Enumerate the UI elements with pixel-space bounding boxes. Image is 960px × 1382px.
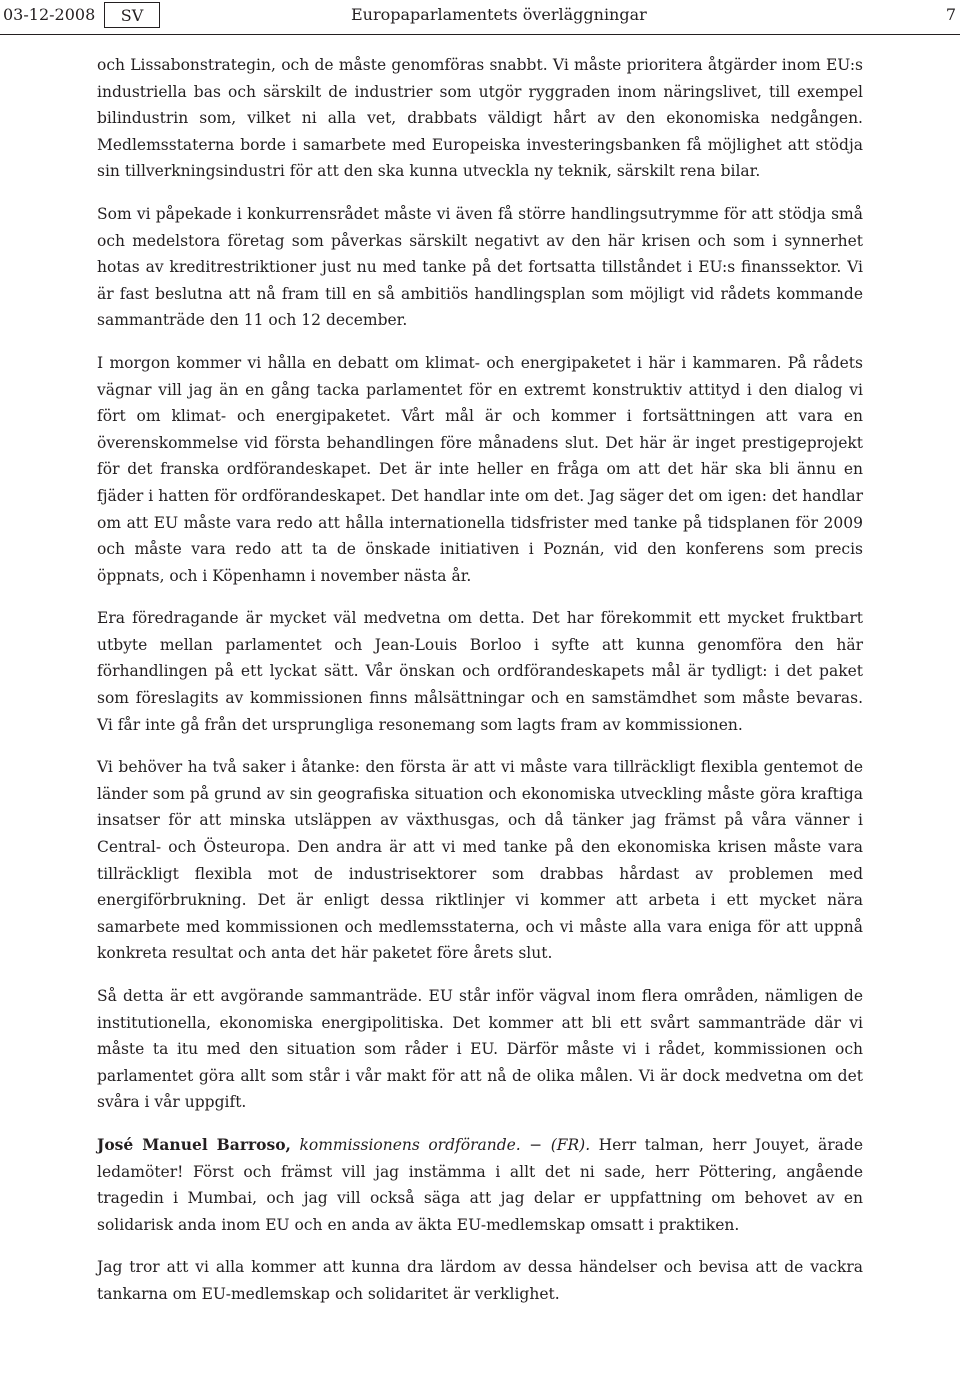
paragraph-1: och Lissabonstrategin, och de måste genomföras snabbt. Vi måste prioritera åtgärder inom EU:s industriella bas och särskilt de industrier som utgör ryggraden inom näringslivet, till exempel bilindustrin som, vilket ni alla vet, drabbats väldigt hårt av den ekonomiska nedgången. Medlemsstaterna borde i samarbete med Europeiska investeringsbanken få möjlighet att stödja sin tillverkningsindustri för att den ska kunna utveckla ny teknik, särskilt rena bilar.	[97, 56, 863, 181]
header-title: Europaparlamentets överläggningar	[351, 5, 647, 24]
page-header	[0, 0, 960, 34]
document-body	[97, 52, 863, 1324]
speech-paragraph	[97, 1132, 863, 1238]
header-rule	[0, 34, 960, 35]
speaker-name: José Manuel Barroso,	[97, 1134, 291, 1154]
speech-text: Herr talman, herr Jouyet, ärade ledamöter! Först och främst vill jag instämma i allt det ni sade, herr Pöttering, angående tragedin i Mumbai, och jag vill också säga att jag delar er uppfattning om behovet av en solidarisk anda inom EU och en anda av äkta EU-medlemskap omsatt i praktiken.	[97, 1135, 863, 1234]
paragraph-2: Som vi påpekade i konkurrensrådet måste vi även få större handlingsutrymme för att stödja små och medelstora företag som påverkas särskilt negativt av den här krisen och som i synnerhet hotas av kreditrestriktioner just nu med tanke på det fortsatta tillståndet i EU:s finanssektor. Vi är fast beslutna att nå fram till en så ambitiös handlingsplan som möjligt vid rådets kommande sammanträde den 11 och 12 december.	[97, 204, 863, 330]
paragraph-3: I morgon kommer vi hålla en debatt om klimat- och energipaketet i här i kammaren. På rådets vägnar vill jag än en gång tacka parlamentet för en extremt konstruktiv attityd i den dialog vi fört om klimat- och energipaketet. Vårt mål är och kommer i fortsättningen att vara en överenskommelse vid första behandlingen före månadens slut. Det här är inget prestigeprojekt för det franska ordförandeskapet. Det är inte heller en fråga om att det här ska bli ännu en fjäder i hatten för ordförandeskapet. Det handlar inte om det. Jag säger det om igen: det handlar om att EU måste vara redo att hålla internationella tidsfrister med tanke på tidsplanen för 2009 och måste vara redo att ta de önskade initiativen i Poznán, vid den konferens som precis öppnats, och i Köpenhamn i november nästa år.	[97, 353, 863, 585]
language-badge: SV	[104, 2, 160, 28]
header-date: 03-12-2008	[3, 5, 96, 24]
paragraph-4: Era föredragande är mycket väl medvetna om detta. Det har förekommit ett mycket fruktbart utbyte mellan parlamentet och Jean-Louis Borloo i syfte att kunna genomföra den här förhandlingen på ett lyckat sätt. Vår önskan och ordförandeskapets mål är tydligt: i det paket som föreslagits av kommissionen finns målsättningar och en samstämdhet som måste bevaras. Vi får inte gå från det ursprungliga resonemang som lagts fram av kommissionen.	[97, 609, 863, 734]
speaker-role: kommissionens ordförande. − (FR).	[299, 1135, 591, 1154]
paragraph-6: Så detta är ett avgörande sammanträde. EU står inför vägval inom flera områden, nämligen de institutionella, ekonomiska energipolitiska. Det kommer att bli ett svårt sammanträde där vi måste ta itu med den situation som råder i EU. Därför måste vi i rådet, kommissionen och parlamentet göra allt som står i vår makt för att nå de olika målen. Vi är dock medvetna om det svåra i vår uppgift.	[97, 987, 863, 1112]
closing-paragraph: Jag tror att vi alla kommer att kunna dra lärdom av dessa händelser och bevisa att de vackra tankarna om EU-medlemskap och solidaritet är verklighet.	[97, 1258, 863, 1303]
paragraph-5: Vi behöver ha två saker i åtanke: den första är att vi måste vara tillräckligt flexibla gentemot de länder som på grund av sin geografiska situation och ekonomiska utveckling måste göra kraftiga insatser för att minska utsläppen av växthusgas, och då tänker jag främst på våra vänner i Central- och Östeuropa. Den andra är att vi med tanke på den ekonomiska krisen måste vara tillräckligt flexibla mot de industrisektorer som drabbas hårdast av problemen med energiförbrukning. Det är enligt dessa riktlinjer vi kommer att arbeta i ett mycket nära samarbete med kommissionen och medlemsstaterna, och vi måste alla vara eniga för att uppnå konkreta resultat och anta det här paketet före årets slut.	[97, 758, 863, 963]
page-number: 7	[945, 5, 956, 24]
